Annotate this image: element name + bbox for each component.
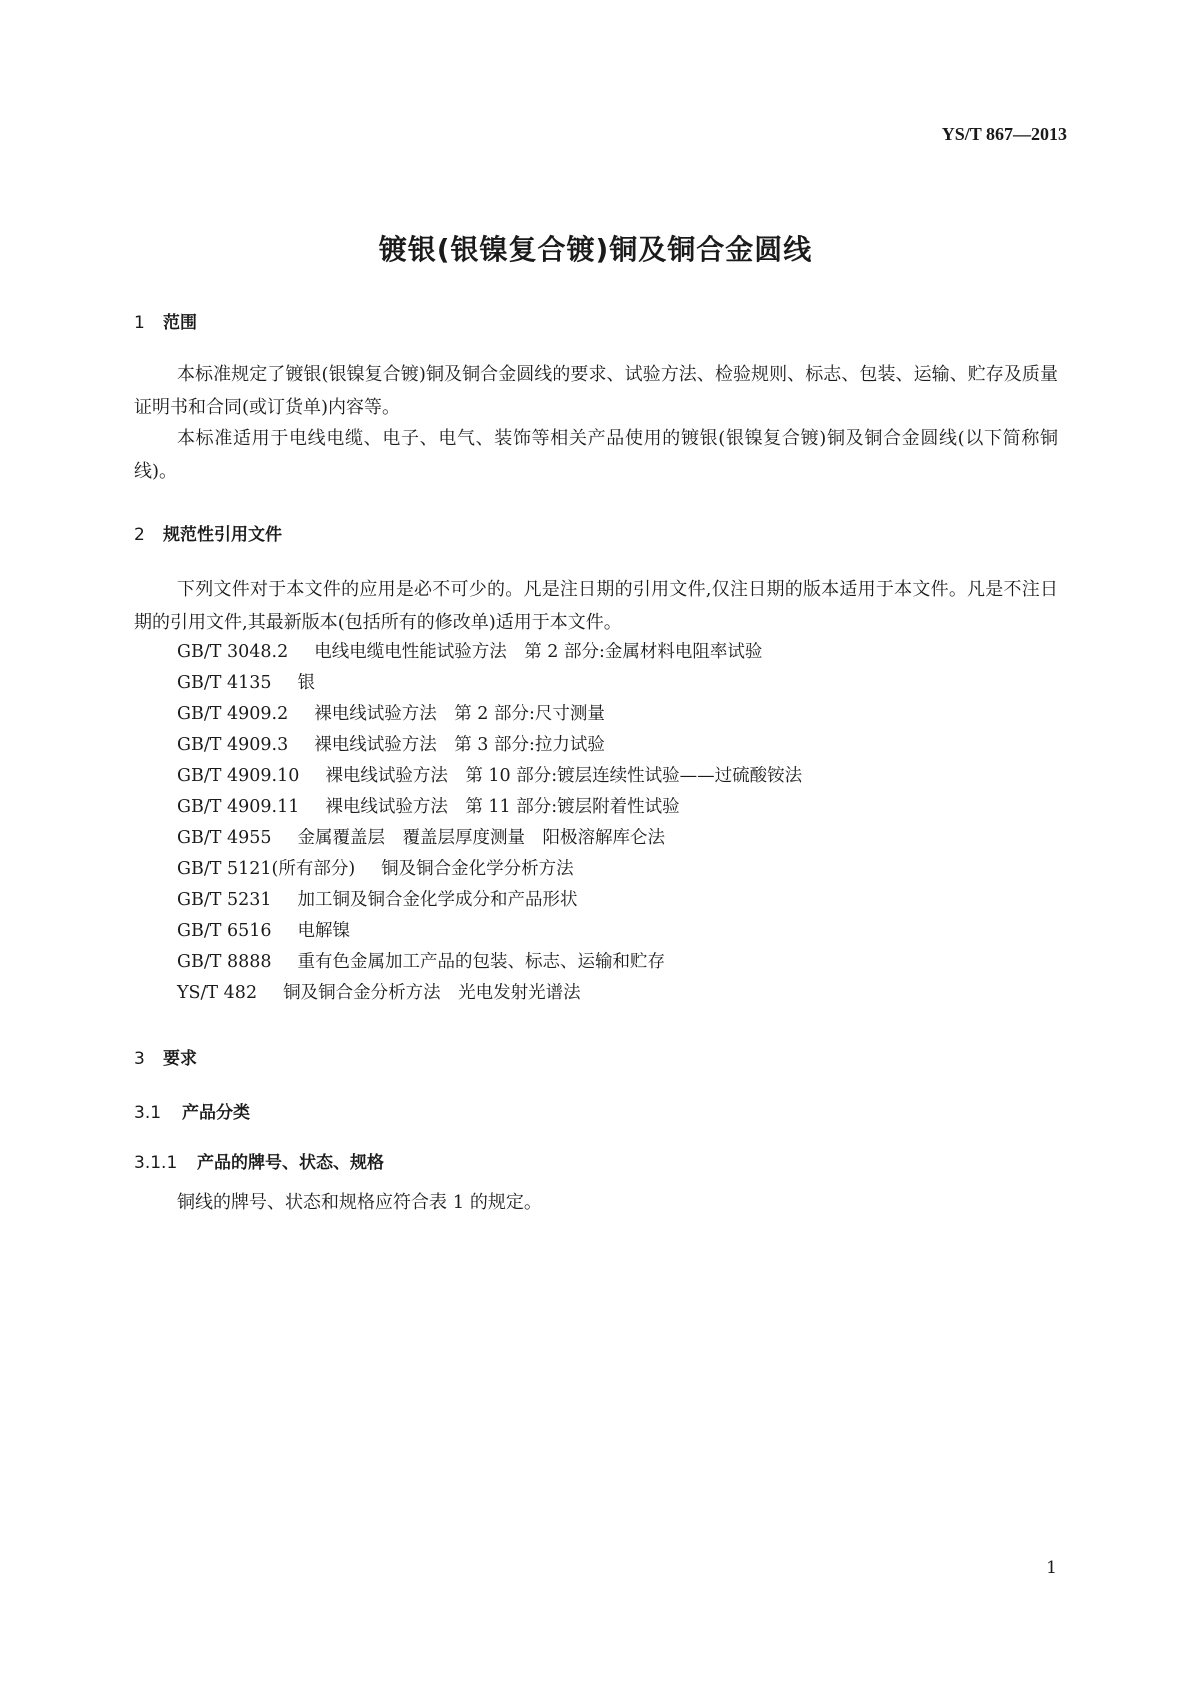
- reference-title: 裸电线试验方法 第 10 部分:镀层连续性试验——过硫酸铵法: [325, 766, 803, 786]
- reference-item: [177, 884, 578, 917]
- section-3-1-heading: [134, 1098, 250, 1123]
- reference-title: 铜及铜合金分析方法 光电发射光谱法: [283, 983, 581, 1003]
- page-number: 1: [1046, 1558, 1057, 1578]
- reference-item: [177, 946, 665, 979]
- grade-spec-paragraph: 铜线的牌号、状态和规格应符合表 1 的规定。: [177, 1192, 542, 1213]
- standard-code: YS/T 867—2013: [941, 124, 1067, 144]
- reference-title: 铜及铜合金化学分析方法: [381, 859, 574, 879]
- section-title: 要求: [163, 1049, 197, 1069]
- section-3-1-1-heading: [134, 1148, 384, 1173]
- section-number: 3: [134, 1049, 145, 1069]
- reference-title: 裸电线试验方法 第 3 部分:拉力试验: [314, 735, 605, 755]
- reference-code: YS/T 482: [177, 983, 258, 1003]
- section-3-heading: [134, 1044, 197, 1069]
- section-2-heading: [134, 520, 282, 545]
- section-title: 规范性引用文件: [163, 525, 282, 545]
- reference-code: GB/T 4909.3: [177, 735, 289, 755]
- section-title: 产品的牌号、状态、规格: [197, 1153, 384, 1173]
- reference-title: 电线电缆电性能试验方法 第 2 部分:金属材料电阻率试验: [314, 642, 763, 662]
- reference-code: GB/T 5231: [177, 890, 272, 910]
- section-title: 产品分类: [182, 1103, 250, 1123]
- section-1-heading: [134, 308, 197, 333]
- reference-code: GB/T 6516: [177, 921, 272, 941]
- reference-title: 裸电线试验方法 第 11 部分:镀层附着性试验: [325, 797, 680, 817]
- reference-code: GB/T 4909.2: [177, 704, 289, 724]
- reference-title: 重有色金属加工产品的包装、标志、运输和贮存: [297, 952, 666, 972]
- reference-item: [177, 977, 581, 1010]
- section-number: 2: [134, 525, 145, 545]
- section-number: 1: [134, 313, 145, 333]
- reference-title: 金属覆盖层 覆盖层厚度测量 阳极溶解库仑法: [297, 828, 666, 848]
- reference-code: GB/T 8888: [177, 952, 272, 972]
- reference-item: [177, 915, 350, 948]
- reference-item: [177, 729, 605, 762]
- reference-code: GB/T 4909.10: [177, 766, 300, 786]
- reference-item: [177, 760, 802, 793]
- scope-paragraph-1: 本标准规定了镀银(银镍复合镀)铜及铜合金圆线的要求、试验方法、检验规则、标志、包装、运输、贮存及质量证明书和合同(或订货单)内容等。: [134, 364, 1058, 418]
- section-title: 范围: [163, 313, 197, 333]
- reference-title: 银: [297, 673, 316, 693]
- section-number: 3.1: [134, 1103, 162, 1123]
- reference-code: GB/T 4955: [177, 828, 272, 848]
- section-number: 3.1.1: [134, 1153, 178, 1173]
- reference-item: [177, 698, 605, 731]
- reference-title: 裸电线试验方法 第 2 部分:尺寸测量: [314, 704, 605, 724]
- reference-item: [177, 667, 315, 700]
- scope-paragraph-2: 本标准适用于电线电缆、电子、电气、装饰等相关产品使用的镀银(银镍复合镀)铜及铜合金圆线(以下简称铜线)。: [134, 428, 1058, 482]
- reference-title: 电解镍: [297, 921, 351, 941]
- reference-title: 加工铜及铜合金化学成分和产品形状: [297, 890, 578, 910]
- reference-code: GB/T 5121(所有部分): [177, 859, 356, 879]
- reference-item: [177, 822, 665, 855]
- reference-code: GB/T 4135: [177, 673, 272, 693]
- reference-item: [177, 853, 574, 886]
- references-intro-paragraph: 下列文件对于本文件的应用是必不可少的。凡是注日期的引用文件,仅注日期的版本适用于本文件。凡是不注日期的引用文件,其最新版本(包括所有的修改单)适用于本文件。: [134, 579, 1058, 633]
- reference-item: [177, 791, 680, 824]
- reference-item: [177, 636, 762, 669]
- reference-code: GB/T 4909.11: [177, 797, 300, 817]
- document-title: 镀银(银镍复合镀)铜及铜合金圆线: [378, 233, 813, 266]
- reference-code: GB/T 3048.2: [177, 642, 289, 662]
